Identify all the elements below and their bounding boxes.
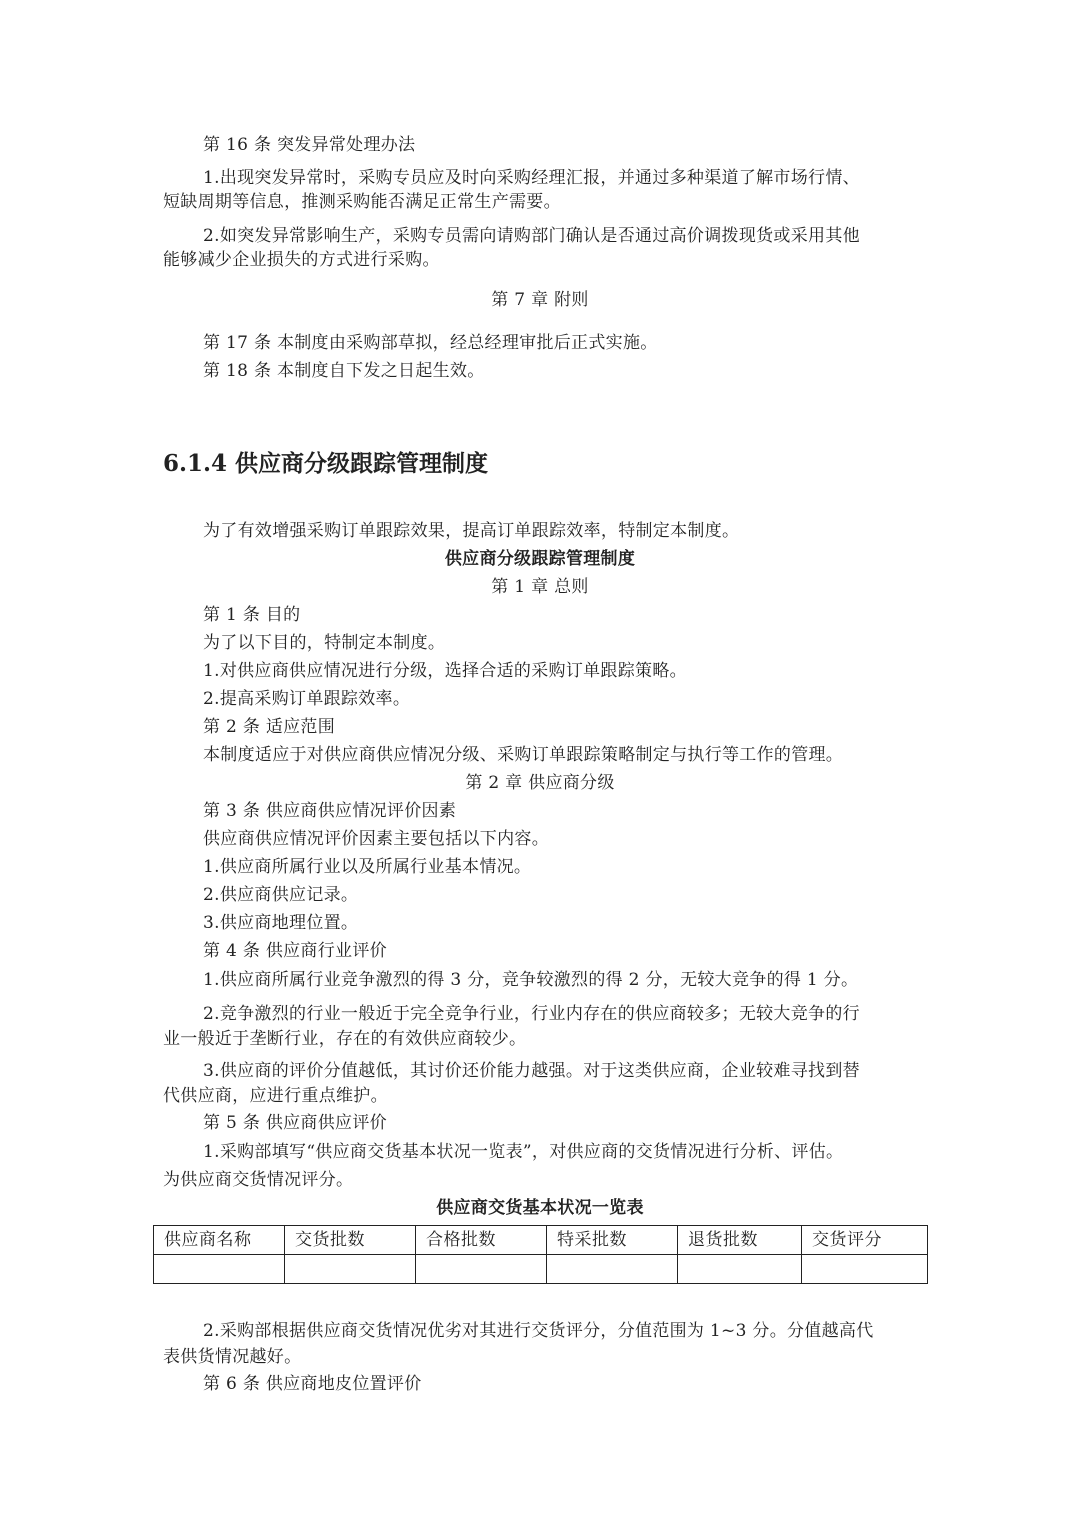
table-header-cell: 交货批数 (285, 1226, 416, 1255)
article-5-item-1-line-1: 1.采购部填写“供应商交货基本状况一览表”，对供应商的交货情况进行分析、评估。 (203, 1142, 844, 1162)
intro-paragraph: 为了有效增强采购订单跟踪效果，提高订单跟踪效率，特制定本制度。 (203, 521, 740, 541)
supplier-delivery-table (153, 1225, 928, 1284)
article-4-item-1: 1.供应商所属行业竞争激烈的得 3 分，竞争较激烈的得 2 分，无较大竞争的得 1 分。 (203, 970, 859, 990)
table-cell (547, 1255, 678, 1284)
document-title: 供应商分级跟踪管理制度 (444, 549, 636, 569)
article-1-text: 为了以下目的，特制定本制度。 (203, 633, 446, 653)
article-3-item-2: 2.供应商供应记录。 (203, 885, 359, 905)
chapter-2-heading: 第 2 章 供应商分级 (465, 773, 615, 793)
article-16-item-2-line-1: 2.如突发异常影响生产，采购专员需向请购部门确认是否通过高价调拨现货或采用其他 (203, 226, 860, 246)
article-4-item-3-line-1: 3.供应商的评价分值越低，其讨价还价能力越强。对于这类供应商，企业较难寻找到替 (203, 1061, 860, 1081)
table-cell (285, 1255, 416, 1284)
article-4-item-2-line-2: 业一般近于垄断行业，存在的有效供应商较少。 (163, 1029, 527, 1049)
chapter-1-heading: 第 1 章 总则 (491, 577, 589, 597)
section-number: 6.1.4 (163, 450, 228, 477)
article-16-item-1-line-2: 短缺周期等信息，推测采购能否满足正常生产需要。 (163, 192, 561, 212)
table-cell (678, 1255, 802, 1284)
article-16-item-2-line-2: 能够减少企业损失的方式进行采购。 (163, 250, 440, 270)
table-cell (416, 1255, 547, 1284)
article-6-title: 第 6 条 供应商地皮位置评价 (203, 1374, 422, 1394)
article-5-title: 第 5 条 供应商供应评价 (203, 1113, 387, 1133)
article-16-item-1-line-1: 1.出现突发异常时，采购专员应及时向采购经理汇报，并通过多种渠道了解市场行情、 (203, 168, 860, 188)
table-header-cell: 供应商名称 (154, 1226, 285, 1255)
table-header-cell: 合格批数 (416, 1226, 547, 1255)
article-4-item-3-line-2: 代供应商，应进行重点维护。 (163, 1086, 388, 1106)
article-1-title: 第 1 条 目的 (203, 605, 301, 625)
table-row (154, 1255, 928, 1284)
table-header-cell: 退货批数 (678, 1226, 802, 1255)
article-3-item-1: 1.供应商所属行业以及所属行业基本情况。 (203, 857, 532, 877)
article-3-title: 第 3 条 供应商供应情况评价因素 (203, 801, 457, 821)
article-5-item-1-line-2: 为供应商交货情况评分。 (163, 1170, 354, 1190)
article-1-item-2: 2.提高采购订单跟踪效率。 (203, 689, 411, 709)
chapter-7-heading: 第 7 章 附则 (491, 290, 589, 310)
article-2-title: 第 2 条 适应范围 (203, 717, 336, 737)
table-header-cell: 交货评分 (802, 1226, 928, 1255)
article-5-item-2-line-2: 表供货情况越好。 (163, 1347, 302, 1367)
article-5-item-2-line-1: 2.采购部根据供应商交货情况优劣对其进行交货评分，分值范围为 1~3 分。分值越高代 (203, 1321, 874, 1341)
table-header-row (154, 1226, 928, 1255)
article-16-title: 第 16 条 突发异常处理办法 (203, 135, 416, 155)
article-18: 第 18 条 本制度自下发之日起生效。 (203, 361, 485, 381)
article-4-item-2-line-1: 2.竞争激烈的行业一般近于完全竞争行业，行业内存在的供应商较多；无较大竞争的行 (203, 1004, 860, 1024)
section-title: 供应商分级跟踪管理制度 (235, 450, 489, 477)
article-2-text: 本制度适应于对供应商供应情况分级、采购订单跟踪策略制定与执行等工作的管理。 (203, 745, 844, 765)
table-header-cell: 特采批数 (547, 1226, 678, 1255)
article-3-text: 供应商供应情况评价因素主要包括以下内容。 (203, 829, 549, 849)
section-heading (163, 448, 488, 480)
table-cell (154, 1255, 285, 1284)
table-title: 供应商交货基本状况一览表 (436, 1198, 644, 1218)
article-17: 第 17 条 本制度由采购部草拟，经总经理审批后正式实施。 (203, 333, 658, 353)
article-4-title: 第 4 条 供应商行业评价 (203, 941, 387, 961)
article-1-item-1: 1.对供应商供应情况进行分级，选择合适的采购订单跟踪策略。 (203, 661, 687, 681)
article-3-item-3: 3.供应商地理位置。 (203, 913, 359, 933)
table-cell (802, 1255, 928, 1284)
